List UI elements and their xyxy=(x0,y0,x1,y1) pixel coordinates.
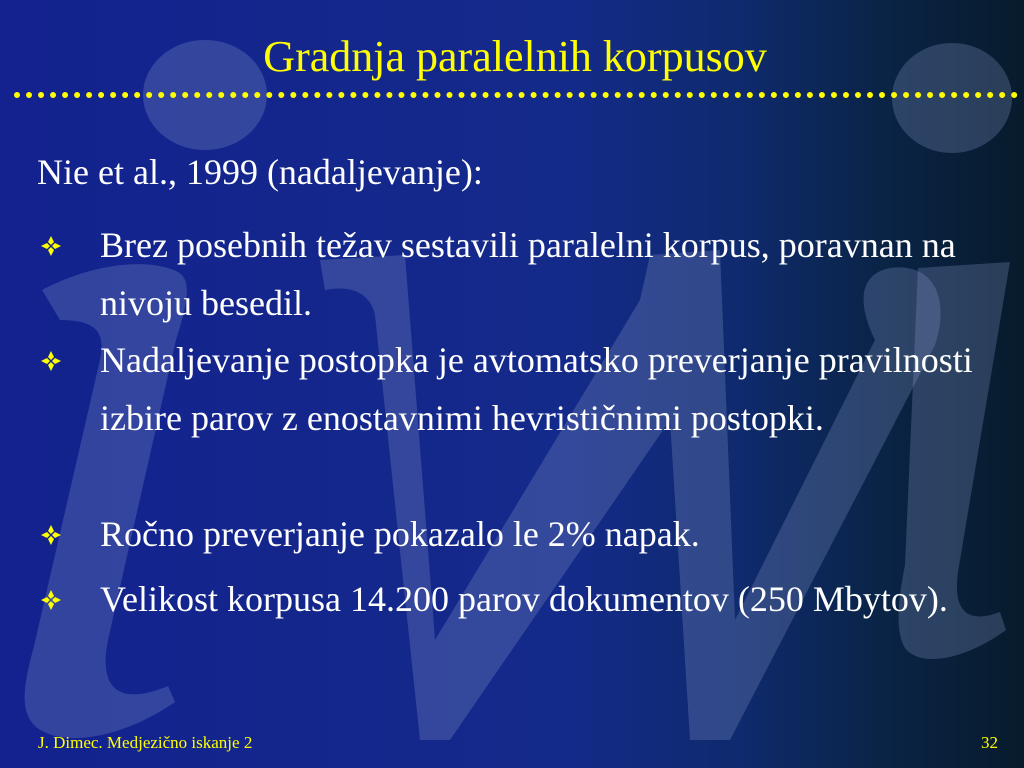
bullet-text: Velikost korpusa 14.200 parov dokumentov (250 Mbytov). xyxy=(100,579,948,619)
bullet-text: Nadaljevanje postopka je avtomatsko preverjanje pravilnosti izbire parov z enostavnimi hevrističnimi postopki. xyxy=(100,340,973,438)
diamond-bullet-icon xyxy=(40,589,62,611)
diamond-bullet-icon xyxy=(40,524,62,546)
title-divider xyxy=(14,92,1018,98)
bullet-text: Ročno preverjanje pokazalo le 2% napak. xyxy=(100,514,700,554)
footer-author: J. Dimec. Medjezično iskanje 2 xyxy=(38,733,253,752)
diamond-bullet-icon xyxy=(40,350,62,372)
intro-line: Nie et al., 1999 (nadaljevanje): xyxy=(37,152,483,192)
slide-title: Gradnja paralelnih korpusov xyxy=(263,32,767,81)
page-number: 32 xyxy=(981,733,998,752)
bullet-text: Brez posebnih težav sestavili paralelni korpus, poravnan na nivoju besedil. xyxy=(100,225,956,323)
diamond-bullet-icon xyxy=(40,235,62,257)
